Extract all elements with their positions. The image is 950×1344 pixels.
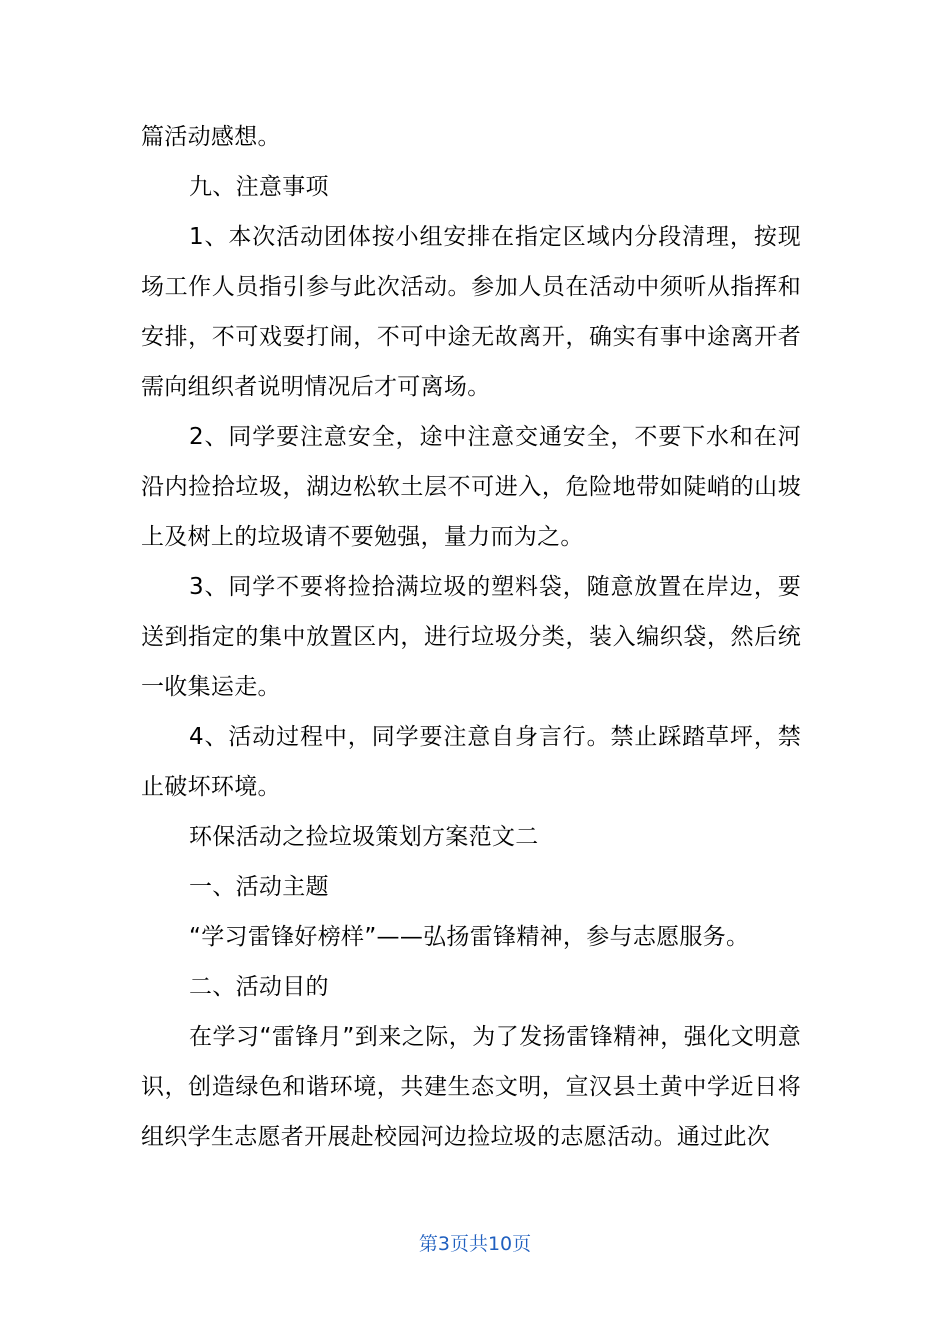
paragraph: 篇活动感想。: [141, 124, 281, 150]
paragraph: 3、同学不要将捡拾满垃圾的塑料袋，随意放置在岸边，要送到指定的集中放置区内，进行垃圾分类，装入编织袋，然后统一收集运走。: [141, 574, 801, 700]
page-number-footer: 第3页共10页: [418, 1233, 532, 1255]
paragraph: 2、同学要注意安全，途中注意交通安全，不要下水和在河沿内捡拾垃圾，湖边松软土层不可进入，危险地带如陡峭的山坡上及树上的垃圾请不要勉强，量力而为之。: [141, 424, 801, 550]
document-subtitle: 环保活动之捡垃圾策划方案范文二: [189, 824, 539, 850]
paragraph: “学习雷锋好榜样”——弘扬雷锋精神，参与志愿服务。: [189, 924, 750, 950]
paragraph: 1、本次活动团体按小组安排在指定区域内分段清理，按现场工作人员指引参与此次活动。参加人员在活动中须听从指挥和安排，不可戏耍打闹，不可中途无故离开，确实有事中途离开者需向组织者说明情况后才可离场。: [141, 224, 801, 400]
paragraph: 4、活动过程中，同学要注意自身言行。禁止踩踏草坪，禁止破坏环境。: [141, 724, 801, 800]
section-heading: 一、活动主题: [189, 874, 329, 900]
paragraph: 在学习“雷锋月”到来之际，为了发扬雷锋精神，强化文明意识，创造绿色和谐环境，共建生态文明，宣汉县土黄中学近日将组织学生志愿者开展赴校园河边捡垃圾的志愿活动。通过此次: [141, 1024, 801, 1150]
document-body: [141, 112, 801, 1162]
section-heading: 二、活动目的: [189, 974, 329, 1000]
section-heading: 九、注意事项: [189, 174, 329, 200]
